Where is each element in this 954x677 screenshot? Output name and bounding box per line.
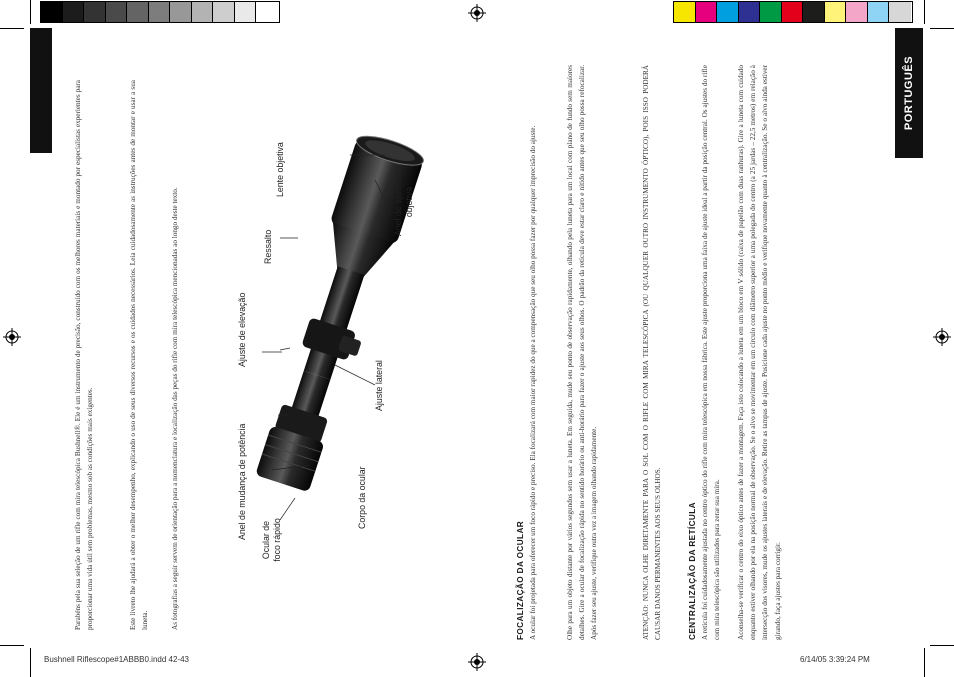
grayscale-swatch xyxy=(192,2,214,22)
process-color-swatch xyxy=(782,2,804,22)
grayscale-swatch xyxy=(106,2,128,22)
crop-mark xyxy=(0,28,24,29)
registration-mark-icon xyxy=(3,328,21,346)
process-color-bar xyxy=(673,1,913,23)
black-page-tab xyxy=(30,28,52,153)
focus-heading: FOCALIZAÇÃO DA OCULAR xyxy=(516,520,525,640)
crop-mark xyxy=(930,28,954,29)
grayscale-swatch xyxy=(149,2,171,22)
reticle-heading: CENTRALIZAÇÃO DA RETÍCULA xyxy=(688,502,697,640)
grayscale-swatch xyxy=(256,2,278,22)
grayscale-swatch xyxy=(63,2,85,22)
grayscale-bar xyxy=(40,1,280,23)
process-color-swatch xyxy=(760,2,782,22)
process-color-swatch xyxy=(846,2,868,22)
label-objective-lens: Lente objetiva xyxy=(275,142,285,197)
crop-mark xyxy=(924,648,925,677)
process-color-swatch xyxy=(868,2,890,22)
grayscale-swatch xyxy=(170,2,192,22)
reticle-paragraph-2: Aconselha-se verificar o centro do eixo óptico antes de fazer a montagem. Faça isto colocando a luneta em um bloco em V sólido (caixa de papelão com duas ranhuras). Gire a luneta com cuidado enquanto estiver olhando por ela na posição normal de observação. Se o alvo se movimentar em um círculo com diâmetro superior a uma polegada do centro (a 25 jardas – 22,5 metros) em relação à intersecção dos visores, mude os ajustes laterais e de elevação. Retire as tampas de ajuste. Posicione cada ajuste no ponto médio e verifique novamente quanto à centralização. Se o alvo ainda estiver girando, faça ajustes para corrigir. xyxy=(737,65,782,640)
label-power-ring: Anel de mudança de potência xyxy=(237,423,247,540)
label-objective-ring: Anel de ajuste da objetiva xyxy=(393,168,414,236)
instructions-column xyxy=(516,60,816,640)
focus-paragraph-1: A ocular foi projetada para oferecer um foco rápido e preciso. Ela focalizará com maior rapidez do que a compensação que seu olho possa fazer por qualquer imprecisão do ajuste. xyxy=(529,125,537,640)
process-color-swatch xyxy=(739,2,761,22)
registration-mark-icon xyxy=(468,4,486,22)
process-color-swatch xyxy=(696,2,718,22)
language-tab-label: PORTUGUÊS xyxy=(903,55,915,131)
focus-warning: ATENÇÃO: NUNCA OLHE DIRETAMENTE PARA O SOL COM O RIFLE COM MIRA TELESCÓPICA (OU QUALQUER OUTRO INSTRUMENTO ÓPTICO), POIS ISSO PODERÁ CAUSAR DANOS PERMANENTES AOS SEUS OLHOS. xyxy=(642,65,663,640)
reticle-paragraph-1: A retícula foi cuidadosamente ajustada no centro óptico do rifle com mira telescópica em nossa fábrica. Este ajuste proporciona uma faixa de ajuste ideal a partir da posição central. Os ajustes do rifle com mira telescópica são utilizados para zerar sua mira. xyxy=(701,65,722,640)
label-windage-adjustment: Ajuste lateral xyxy=(374,360,384,411)
grayscale-swatch xyxy=(235,2,257,22)
process-color-swatch xyxy=(825,2,847,22)
process-color-swatch xyxy=(717,2,739,22)
grayscale-swatch xyxy=(213,2,235,22)
process-color-swatch xyxy=(889,2,911,22)
intro-paragraph-2: Este livreto lhe ajudará a obter o melhor desempenho, explicando o uso de seus diversos recursos e os cuidados necessários. Leia cuidadosamente as instruções antes de montar e usar a sua luneta. xyxy=(129,80,150,630)
intro-paragraph-3: As fotografias a seguir servem de orientação para a nomenclatura e localização das peças do rifle com mira telescópica mencionadas ao longo deste texto. xyxy=(171,187,179,630)
label-fast-focus-eyepiece: Ocular de foco rápido xyxy=(261,518,282,562)
focus-paragraph-2: Olhe para um objeto distante por vários segundos sem usar a luneta. Em seguida, mude seu ponto de observação rapidamente, olhando pela luneta para um local com plano de fundo sem maiores detalhes. Gire a ocular de focalização rápida no sentido horário ou anti-horário para fazer o ajuste aos seus olhos. O padrão da retícula deve estar claro e nítido antes que seu olho possa refocalizar. Após fazer seu ajuste, verifique outra vez a imagem olhando rapidamente. xyxy=(566,65,599,640)
label-eyepiece-body: Corpo da ocular xyxy=(357,466,367,529)
intro-paragraph-1: Parabéns pela sua seleção de um rifle com mira telescópica Bushnell®. Ele é um instrumento de precisão, construído com os melhores materiais e montado por especialistas experientes para proporcionar uma vida útil sem problemas, mesmo sob as condições mais exigentes. xyxy=(74,80,95,630)
grayscale-swatch xyxy=(127,2,149,22)
process-color-swatch xyxy=(803,2,825,22)
crop-mark xyxy=(924,0,925,24)
process-color-swatch xyxy=(674,2,696,22)
intro-column xyxy=(72,50,202,630)
crop-mark xyxy=(0,645,24,646)
crop-mark xyxy=(30,0,31,24)
grayscale-swatch xyxy=(84,2,106,22)
crop-mark xyxy=(30,648,31,677)
footer-date: 6/14/05 3:39:24 PM xyxy=(800,655,870,664)
footer-file-info: Bushnell Riflescope#1ABBB0.indd 42-43 xyxy=(44,655,189,664)
language-tab xyxy=(895,28,923,158)
registration-mark-icon xyxy=(933,328,951,346)
registration-mark-icon xyxy=(468,653,486,671)
label-elevation-adjustment: Ajuste de elevação xyxy=(237,292,247,367)
grayscale-swatch xyxy=(41,2,63,22)
crop-mark xyxy=(930,645,954,646)
label-shoulder: Ressalto xyxy=(263,229,273,264)
